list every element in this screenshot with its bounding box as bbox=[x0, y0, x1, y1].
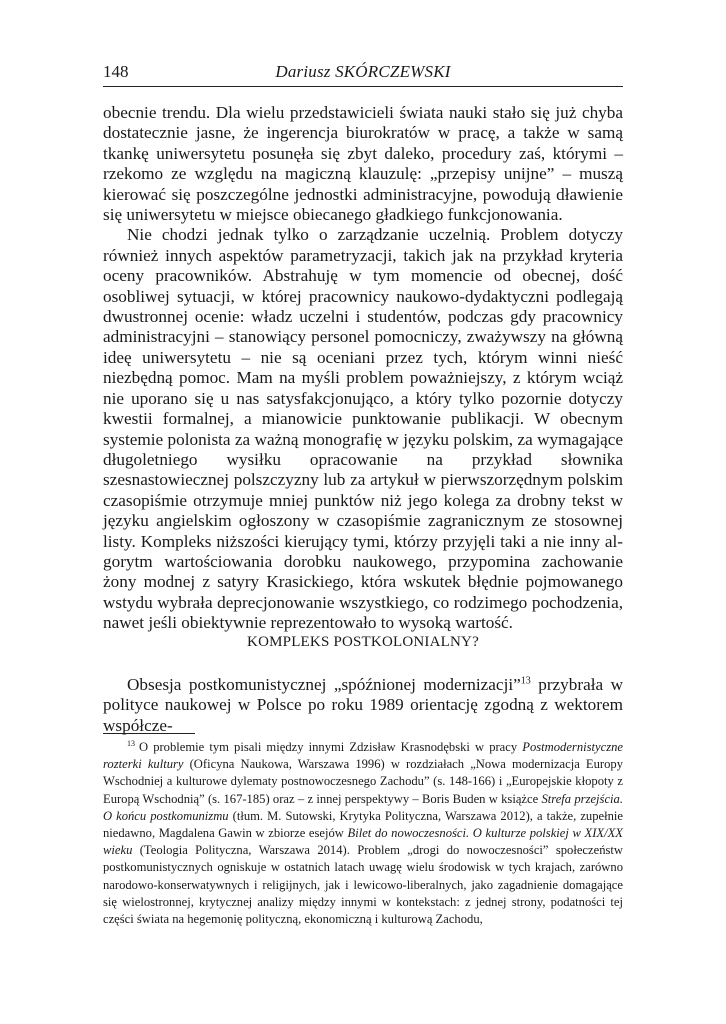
paragraph-continued: obecnie trendu. Dla wielu przedstawicieli świata nauki stało się już chyba dostatecznie jasne, że ingerencja biurokratów w pracę, a także w samą tkankę uniwersytetu posunęła się zbyt daleko, procedury zaś, którymi – rzekomo ze względu na magiczną klauzulę: „przepisy unijne” – muszą kierować się poszczególne jednostki administracyjne, powodują dławienie się uniwersytetu w miejsce obiecanego gładkiego funkcjonowania. bbox=[103, 103, 623, 225]
footnote-segment: (tłum. M. Sutowski, Krytyka Polityczna, Warszawa 2012), a także, zupełnie niedawno, Magdalena Gawin w zbiorze esejów bbox=[103, 808, 623, 841]
running-head-author: Dariusz SKÓRCZEWSKI bbox=[275, 62, 451, 81]
footnote-segment: (Teologia Polityczna, Warszawa 2014). Problem „drogi do nowoczesności” społeczeństw postkomunistycznych ogniskuje w ostatnich latach uwagę wielu środowisk w tych krajach, zarówno narodowo-konserwatywnych i religijnych, jak i lewicowo-liberalnych, jako zagadnienie domagające się wielostronnej, krytycznej analizy między innymi w kontekstach: z jednej strony, podatności tej części świata na hegemonię polityczną, ekonomiczną i kulturową Zachodu, bbox=[103, 843, 623, 927]
footnote-reference[interactable]: 13 bbox=[520, 675, 531, 687]
footnote-segment: (Oficyna Naukowa, Warszawa 1996) w rozdziałach „Nowa modernizacja Europy Wschodniej a kulturowe dylematy postnowoczesnego Zachodu” (s. 148-166) i „Europejskie kłopoty z Europą Wschodnią” (s. 167-185) oraz – z innej perspektywy – Boris Buden w książce bbox=[103, 757, 623, 806]
paragraph: Nie chodzi jednak tylko o zarządzanie uczelnią. Problem dotyczy również innych aspektów parametryzacji, takich jak na przykład kryteria oceny pracowników. Abstrahuję w tym momencie od obecnej, dość osobliwej sytuacji, w której pracownicy naukowo-dydaktyczni podlegają dwustronnej ocenie: władz uczelni i studentów, podczas gdy pracownicy administracyjni – stanowiący personel pomocniczy, zważywszy na główną ideę uniwersytetu – nie są oceniani przez tych, którym winni nieść niezbędną pomoc. Mam na myśli problem poważniejszy, z którym wciąż nie uporano się u nas satysfakcjonująco, a który tylko pozornie dotyczy kwestii formalnej, a mianowicie punktowanie publikacji. W obecnym systemie polonista za ważną monografię w języku polskim, za wymagające długoletniego wysiłku opracowanie na przykład słownika szesnastowiecznej polszczyzny lub za artykuł w pierwszorzędnym polskim czasopiśmie otrzymuje mniej punktów niż jego kolega za drobny tekst w języku angielskim ogłoszony w czasopiśmie zagranicznym ze stosownej listy. Kompleks niższości kierujący tymi, którzy przyjęli taki a nie inny algorytm wartościowania dorobku naukowego, przypomina zachowanie żony modnej z satyry Krasickiego, która wskutek błędnie pojmowanego wstydu wybrała deprecjonowanie wszystkiego, co rodzimego pochodzenia, nawet jeśli obiektywnie reprezentowało to wysoką wartość. bbox=[103, 225, 623, 633]
page-number: 148 bbox=[103, 62, 129, 81]
paragraph-text-after-note: przybrała w polityce naukowej w Polsce po roku 1989 orientację zgodną z wektorem współcze- bbox=[103, 675, 623, 735]
footnote-title: Strefa przejścia. O końcu postkomunizmu bbox=[103, 791, 623, 823]
section-heading: KOMPLEKS POSTKOLONIALNY? bbox=[247, 634, 479, 650]
footnote bbox=[103, 739, 623, 928]
footnote-segment: O problemie tym pisali między innymi Zdzisław Krasnodębski w pracy bbox=[139, 740, 523, 754]
footnote-title: Postmodernistyczne rozterki kultury bbox=[103, 740, 623, 772]
footnote-separator bbox=[103, 733, 195, 734]
footnote-number: 13 bbox=[127, 738, 135, 748]
page-header bbox=[103, 62, 623, 87]
paragraph-text-before-note: Obsesja postkomunistycznej „spóźnionej modernizacji” bbox=[127, 675, 521, 694]
section-text bbox=[103, 675, 623, 736]
footnote-title: Bilet do nowoczesności. O kulturze polskiej w XIX/XX wieku bbox=[103, 826, 623, 858]
footnote-text bbox=[103, 739, 623, 928]
main-text bbox=[103, 103, 623, 634]
section-paragraph bbox=[103, 675, 623, 736]
